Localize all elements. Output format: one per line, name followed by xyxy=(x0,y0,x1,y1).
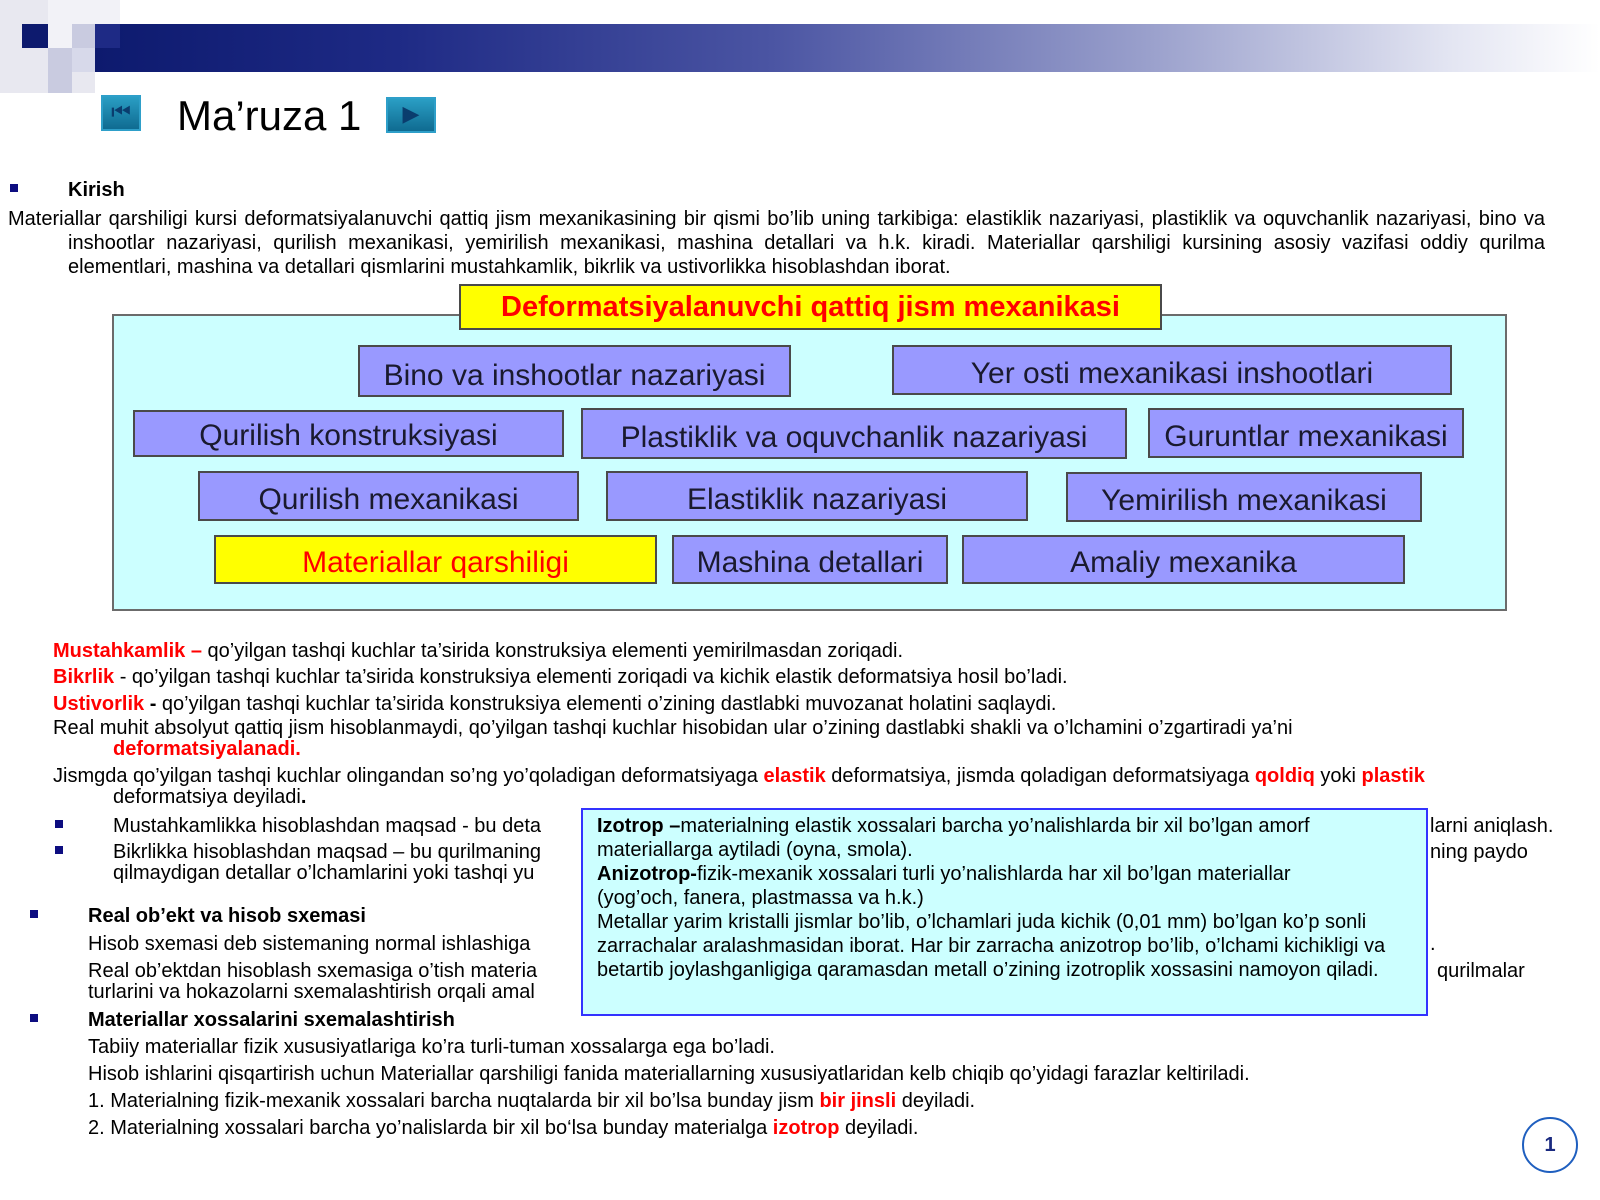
section-real-line2: Real ob’ektdan hisoblash sxemasiga o’tish materia xyxy=(88,960,538,982)
def-jism: Jismgda qo’yilgan tashqi kuchlar olingandan so’ng yo’qoladigan deformatsiyaga elastik deformatsiya, jismda qoladigan deformatsiyaga qoldiq yoki plastik deformatsiya deyiladi. xyxy=(53,765,1425,808)
bullet-mustahkamlik: Mustahkamlikka hisoblashdan maqsad - bu deta xyxy=(113,815,542,837)
materials-item-1: 1. Materialning fizik-mexanik xossalari barcha nuqtalarda bir xil bo’lsa bunday jism bir jinsli deyiladi. xyxy=(88,1090,976,1112)
def-ustivorlik: Ustivorlik - qo’yilgan tashqi kuchlar ta’sirida konstruksiya elementi o’zining dastlabki muvozanat holatini saqlaydi. xyxy=(53,693,1057,715)
bullet-bikrlik-end: ning paydo xyxy=(1430,841,1528,863)
bullet-bikrlik-line2: qilmaydigan detallar o’lchamlarini yoki tashqi yu xyxy=(113,862,535,884)
node-amaliy: Amaliy mexanika xyxy=(962,535,1405,584)
play-next-icon: ▶ xyxy=(402,101,420,126)
bullet-marker xyxy=(30,910,38,918)
bullet-marker xyxy=(55,820,63,828)
intro-heading: Kirish xyxy=(68,179,125,201)
intro-paragraph xyxy=(8,207,1545,279)
popup-metallar: Metallar yarim kristalli jismlar bo’lib, o’lchamlari juda kichik (0,01 mm) bo’lgan ko’p sonli zarrachalar aralashmasidan iborat. Har bir zarracha anizotrop bo’lib, o’lchami kichikligi va betartib joylashganligiga qaramasdan metall o’zining izotroplik xossasini namoyon qiladi. xyxy=(597,911,1386,981)
bullet-marker xyxy=(30,1014,38,1022)
section-real-line1-end: . xyxy=(1430,933,1436,955)
page-title: Ma’ruza 1 xyxy=(177,92,362,139)
def-bikrlik: Bikrlik - qo’yilgan tashqi kuchlar ta’sirida konstruksiya elementi zoriqadi va kichik elastik deformatsiya hosil bo’ladi. xyxy=(53,666,1068,688)
popup-anizotrop: Anizotrop-fizik-mexanik xossalari turli yo’nalishlarda har xil bo’lgan materiallar (yog’och, fanera, plastmassa va h.k.) xyxy=(597,863,1291,909)
decor-square xyxy=(72,48,95,72)
section-materials-heading: Materiallar xossalarini sxemalashtirish xyxy=(88,1009,455,1031)
node-guruntlar: Guruntlar mexanikasi xyxy=(1148,408,1464,458)
bullet-mustahkamlik-end: larni aniqlash. xyxy=(1430,815,1554,837)
node-yemirilish: Yemirilish mexanikasi xyxy=(1066,472,1422,522)
node-qurilish-mexanikasi: Qurilish mexanikasi xyxy=(198,471,579,521)
materials-item-2: 2. Materialning xossalari barcha yo’nalislarda bir xil bo‘lsa bunday materialga izotrop deyiladi. xyxy=(88,1117,919,1139)
prev-slide-button[interactable] xyxy=(101,95,141,131)
node-elastiklik: Elastiklik nazariyasi xyxy=(606,471,1028,521)
node-mashina: Mashina detallari xyxy=(672,535,948,584)
section-materials-line1: Tabiiy materiallar fizik xususiyatlariga ko’ra turli-tuman xossalarga ega bo’ladi. xyxy=(88,1036,775,1058)
node-qurilish-konstruksiyasi: Qurilish konstruksiyasi xyxy=(133,410,564,457)
node-plastiklik: Plastiklik va oquvchanlik nazariyasi xyxy=(581,408,1127,459)
bullet-bikrlik: Bikrlikka hisoblashdan maqsad – bu qurilmaning xyxy=(113,841,542,863)
def-real-muhit: Real muhit absolyut qattiq jism hisoblanmaydi, qo’yilgan tashqi kuchlar hisobidan ular o’zining dastlabki shakli va o’lchamini o’zgartiradi ya’ni deformatsiyalanadi. xyxy=(53,717,1293,760)
def-mustahkamlik: Mustahkamlik – qo’yilgan tashqi kuchlar ta’sirida konstruksiya elementi yemirilmasdan zoriqadi. xyxy=(53,640,904,662)
section-real-line2-end: qurilmalar xyxy=(1437,960,1525,982)
section-real-heading: Real ob’ekt va hisob sxemasi xyxy=(88,905,366,927)
node-materiallar-qarshiligi: Materiallar qarshiligi xyxy=(214,535,657,584)
decor-square xyxy=(95,24,120,48)
section-materials-line2: Hisob ishlarini qisqartirish uchun Materiallar qarshiligi fanida materiallarning xususiyatlaridan kelb chiqib qo’yidagi farazlar keltiriladi. xyxy=(88,1063,1250,1085)
page-number-badge: 1 xyxy=(1522,1117,1578,1173)
diagram-title: Deformatsiyalanuvchi qattiq jism mexanikasi xyxy=(459,284,1162,330)
next-slide-button[interactable] xyxy=(386,97,436,133)
decor-square xyxy=(22,24,48,48)
decor-square xyxy=(48,48,72,93)
intro-text: Materiallar qarshiligi kursi deformatsiyalanuvchi qattiq jism mexanikasining bir qismi bo’lib uning tarkibiga: elastiklik nazariyasi, plastiklik va oquvchanlik nazariyasi, bino va inshootlar nazariyasi, qurilish mexanikasi, yemirilish mexanikasi, mashina detallari va h.k. kiradi. Materiallar qarshiligi kursining asosiy vazifasi oddiy qurilma elementlari, mashina va detallari qismlarini mustahkamlik, bikrlik va ustivorlikka hisoblashdan iborat. xyxy=(8,208,1545,278)
node-bino: Bino va inshootlar nazariyasi xyxy=(358,345,791,397)
node-yer-osti: Yer osti mexanikasi inshootlari xyxy=(892,345,1452,395)
popup-izotrop: Izotrop –materialning elastik xossalari barcha yo’nalishlarda bir xil bo’lgan amorf materiallarga aytiladi (oyna, smola). xyxy=(597,815,1310,861)
header-band xyxy=(95,24,1600,72)
section-real-line3: turlarini va hokazolarni sxemalashtirish orqali amal xyxy=(88,981,535,1003)
skip-back-icon: ⏮ xyxy=(111,99,131,124)
section-real-line1: Hisob sxemasi deb sistemaning normal ishlashiga xyxy=(88,933,531,955)
isotropy-info-box xyxy=(581,808,1428,1016)
bullet-marker xyxy=(10,184,18,192)
bullet-marker xyxy=(55,846,63,854)
